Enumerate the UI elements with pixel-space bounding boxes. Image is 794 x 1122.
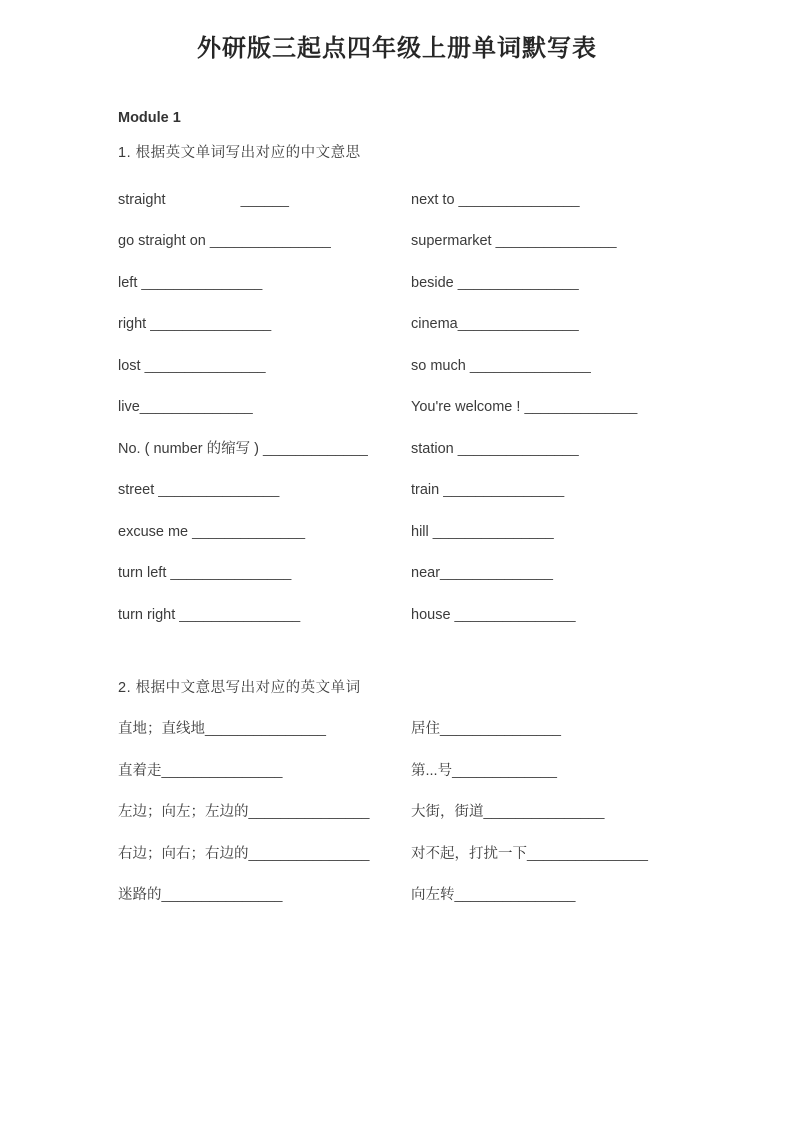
section-1-vocab-grid — [118, 179, 676, 636]
vocab-word: station — [411, 440, 454, 457]
vocab-word: 居住 — [411, 721, 440, 738]
vocab-item — [118, 802, 411, 822]
vocab-item — [411, 761, 676, 781]
vocab-item — [118, 439, 411, 459]
vocab-item — [411, 231, 676, 251]
answer-blank: _______________ — [161, 887, 283, 904]
vocab-item — [118, 356, 411, 376]
module-heading: Module 1 — [118, 110, 181, 126]
answer-blank: _____________ — [259, 440, 368, 457]
vocab-item — [118, 480, 411, 500]
vocab-item — [118, 761, 411, 781]
vocab-item — [411, 802, 676, 822]
answer-blank: _______________ — [453, 274, 579, 291]
vocab-item — [118, 885, 411, 905]
vocab-word: 向左转 — [411, 887, 455, 904]
section-2-vocab-grid — [118, 709, 676, 917]
answer-blank: ______ — [240, 191, 289, 208]
vocab-word: left — [118, 274, 138, 291]
vocab-item — [411, 719, 676, 739]
vocab-word: right — [118, 316, 147, 333]
vocab-word: street — [118, 482, 155, 499]
answer-blank: _______________ — [175, 606, 301, 623]
vocab-word: excuse me — [118, 523, 189, 540]
answer-blank: _______________ — [205, 721, 326, 738]
section-2-heading: 2. 根据中文意思写出对应的英文单词 — [118, 679, 361, 696]
answer-blank: _______________ — [248, 845, 370, 862]
answer-blank: _______________ — [453, 440, 579, 457]
answer-blank: ______________ — [139, 399, 253, 416]
vocab-item — [118, 522, 411, 542]
answer-blank: _______________ — [465, 357, 591, 374]
vocab-item — [118, 231, 411, 251]
answer-blank: _______________ — [140, 357, 266, 374]
answer-blank: _______________ — [166, 565, 292, 582]
vocab-word: 迷路的 — [118, 887, 162, 904]
vocab-word: 左边；向左；左边的 — [118, 804, 249, 821]
answer-blank: _______________ — [154, 482, 280, 499]
answer-blank: ______________ — [440, 565, 553, 582]
vocab-item — [411, 439, 676, 459]
vocab-item — [411, 844, 676, 864]
vocab-word: supermarket — [411, 233, 492, 250]
answer-blank: _______________ — [205, 233, 331, 250]
vocab-word: 直着走 — [118, 762, 162, 779]
vocab-word: cinema — [411, 316, 458, 333]
vocab-item — [411, 190, 676, 210]
answer-blank: _______________ — [439, 482, 565, 499]
vocab-item — [118, 273, 411, 293]
vocab-item — [411, 273, 676, 293]
vocab-word: house — [411, 606, 451, 623]
answer-blank: _______________ — [428, 523, 554, 540]
vocab-item — [118, 190, 411, 210]
answer-blank: _______________ — [137, 274, 263, 291]
answer-blank: _______________ — [161, 762, 283, 779]
vocab-item — [411, 480, 676, 500]
vocab-word: 第...号 — [411, 762, 453, 779]
answer-blank: ______________ — [188, 523, 306, 540]
vocab-word: go straight on — [118, 233, 206, 250]
vocab-word: live — [118, 399, 140, 416]
vocab-word: near — [411, 565, 441, 582]
answer-blank: _______________ — [248, 804, 370, 821]
vocab-word: hill — [411, 523, 429, 540]
vocab-word: lost — [118, 357, 141, 374]
section-english-to-chinese — [118, 143, 676, 636]
vocab-word: 大街，街道 — [411, 804, 484, 821]
vocab-item — [411, 397, 676, 417]
vocab-word: turn right — [118, 606, 176, 623]
answer-blank: _______________ — [454, 887, 576, 904]
vocab-word: so much — [411, 357, 466, 374]
vocab-item — [411, 885, 676, 905]
vocab-item — [411, 356, 676, 376]
vocab-word: 右边；向右；右边的 — [118, 845, 249, 862]
vocab-item — [118, 563, 411, 583]
vocab-word: 直地；直线地 — [118, 721, 205, 738]
section-chinese-to-english — [118, 678, 676, 917]
vocab-item — [118, 844, 411, 864]
vocab-item — [118, 719, 411, 739]
answer-blank: _______________ — [440, 721, 561, 738]
vocab-item — [118, 605, 411, 625]
vocab-item — [118, 314, 411, 334]
vocab-item — [411, 605, 676, 625]
vocab-item — [411, 522, 676, 542]
answer-blank: _______________ — [450, 606, 576, 623]
answer-blank: _______________ — [146, 316, 272, 333]
vocab-item — [118, 397, 411, 417]
vocab-word: turn left — [118, 565, 167, 582]
answer-blank: _______________ — [491, 233, 617, 250]
vocab-item — [411, 314, 676, 334]
vocab-word: train — [411, 482, 440, 499]
answer-blank: _______________ — [527, 845, 648, 862]
vocab-word: next to — [411, 191, 455, 208]
vocab-item — [411, 563, 676, 583]
answer-blank: _______________ — [454, 191, 580, 208]
vocab-word: beside — [411, 274, 454, 291]
vocab-word: You're welcome ! — [411, 399, 521, 416]
answer-blank: _______________ — [457, 316, 579, 333]
page-title: 外研版三起点四年级上册单词默写表 — [197, 35, 597, 62]
answer-blank: _____________ — [452, 762, 557, 779]
answer-blank: _______________ — [483, 804, 605, 821]
vocab-word: No. ( number 的缩写 ) — [118, 440, 259, 457]
vocab-word: 对不起，打扰一下 — [411, 845, 527, 862]
section-1-heading: 1. 根据英文单词写出对应的中文意思 — [118, 145, 361, 161]
vocab-word: straight — [118, 191, 166, 208]
answer-blank: ______________ — [520, 399, 638, 416]
